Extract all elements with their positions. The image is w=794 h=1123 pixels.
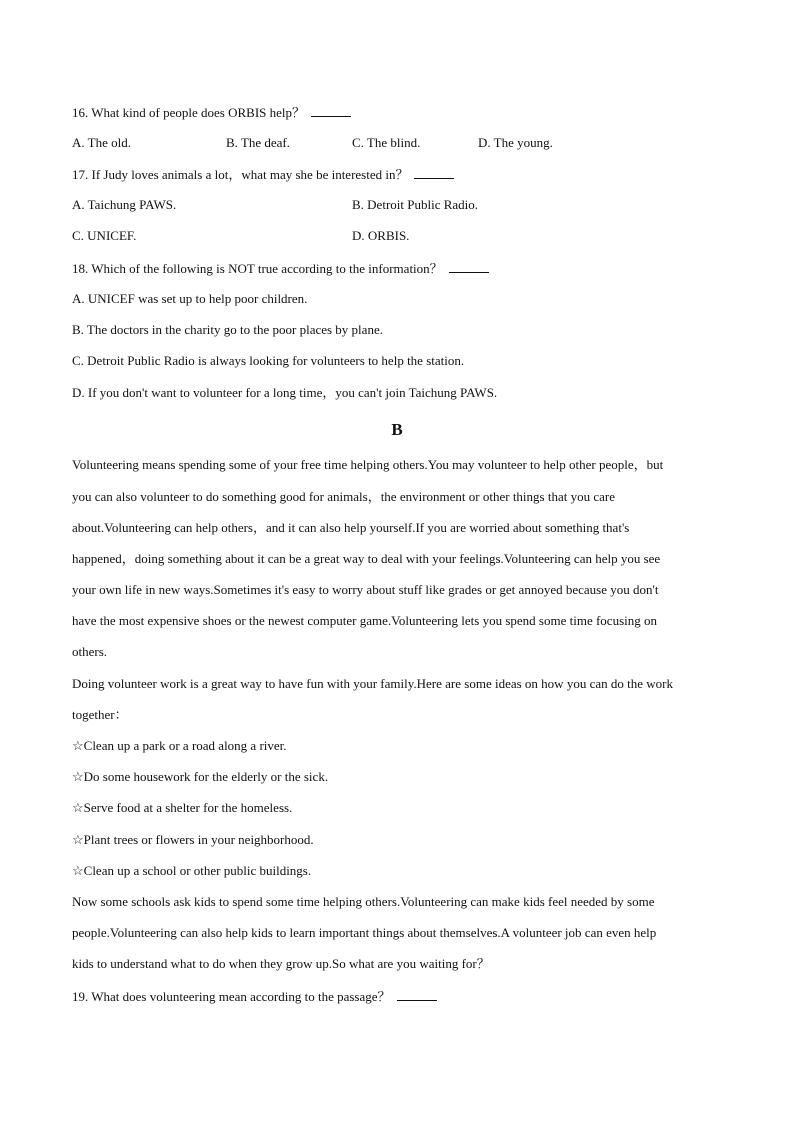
p1-line-5: your own life in new ways.Sometimes it's easy to worry about stuff like grades or get annoyed because you don't — [72, 582, 659, 597]
p2-line-2: together： — [72, 707, 128, 722]
q17-option-d: D. ORBIS. — [352, 228, 410, 243]
q16-option-a: A. The old. — [72, 135, 131, 150]
question-16 — [72, 104, 732, 120]
question-19 — [72, 988, 732, 1004]
q16-option-b: B. The deaf. — [226, 135, 291, 150]
p1-line-6: have the most expensive shoes or the newest computer game.Volunteering lets you spend some time focusing on — [72, 613, 657, 628]
p1-line-3: about.Volunteering can help others，and it can also help yourself.If you are worried about something that's — [72, 520, 630, 535]
q16-option-d: D. The young. — [478, 135, 553, 150]
p1-line-1: Volunteering means spending some of your free time helping others.You may volunteer to help other people，but — [72, 457, 664, 472]
idea-item-2: ☆Do some housework for the elderly or the sick. — [72, 769, 329, 784]
question-18-text: 18. Which of the following is NOT true according to the information？ — [72, 261, 443, 276]
p2-line-1: Doing volunteer work is a great way to have fun with your family.Here are some ideas on how you can do the work — [72, 676, 673, 691]
answer-blank-17 — [414, 166, 454, 179]
q17-option-b: B. Detroit Public Radio. — [352, 197, 479, 212]
idea-item-4: ☆Plant trees or flowers in your neighborhood. — [72, 832, 314, 847]
section-b-title: B — [391, 420, 403, 439]
idea-item-1: ☆Clean up a park or a road along a river. — [72, 738, 287, 753]
answer-blank-18 — [449, 260, 489, 273]
q18-option-b: B. The doctors in the charity go to the poor places by plane. — [72, 322, 383, 337]
q16-option-c: C. The blind. — [352, 135, 421, 150]
q18-option-d: D. If you don't want to volunteer for a long time，you can't join Taichung PAWS. — [72, 385, 498, 400]
p3-line-3: kids to understand what to do when they grow up.So what are you waiting for？ — [72, 956, 490, 971]
q17-option-c: C. UNICEF. — [72, 228, 137, 243]
question-18 — [72, 260, 732, 276]
p3-line-2: people.Volunteering can also help kids to learn important things about themselves.A volunteer job can even help — [72, 925, 657, 940]
question-19-text: 19. What does volunteering mean according to the passage？ — [72, 989, 391, 1004]
question-16-text: 16. What kind of people does ORBIS help？ — [72, 105, 306, 120]
p1-line-2: you can also volunteer to do something good for animals，the environment or other things that you care — [72, 489, 615, 504]
p3-line-1: Now some schools ask kids to spend some time helping others.Volunteering can make kids feel needed by some — [72, 894, 655, 909]
q17-option-a: A. Taichung PAWS. — [72, 197, 177, 212]
question-17-text: 17. If Judy loves animals a lot，what may she be interested in？ — [72, 167, 409, 182]
p1-line-7: others. — [72, 644, 108, 659]
q18-option-a: A. UNICEF was set up to help poor children. — [72, 291, 308, 306]
idea-item-3: ☆Serve food at a shelter for the homeless. — [72, 800, 293, 815]
q18-option-c: C. Detroit Public Radio is always looking for volunteers to help the station. — [72, 353, 465, 368]
p1-line-4: happened，doing something about it can be a great way to deal with your feelings.Volunteering can help you see — [72, 551, 661, 566]
question-17 — [72, 166, 732, 182]
idea-item-5: ☆Clean up a school or other public buildings. — [72, 863, 312, 878]
answer-blank-16 — [311, 104, 351, 117]
answer-blank-19 — [397, 988, 437, 1001]
